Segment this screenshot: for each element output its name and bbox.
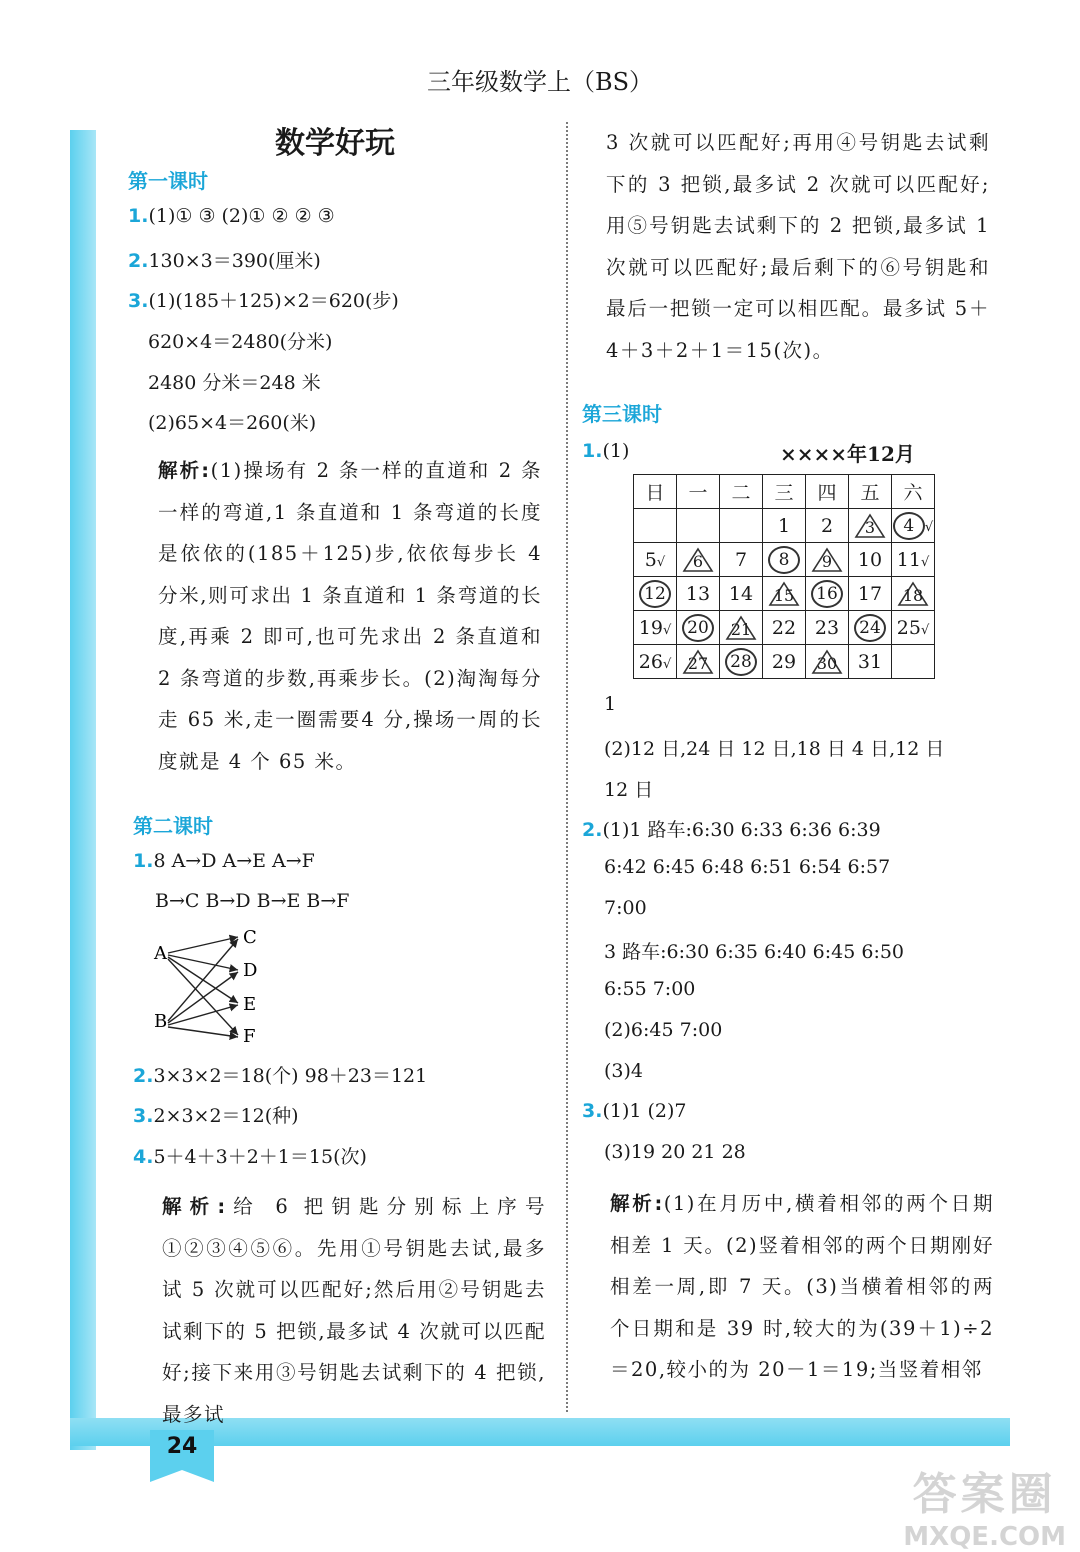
date-cell: 1 xyxy=(763,509,806,543)
date-cell xyxy=(677,611,720,645)
explanation-text: 给 6 把钥匙分别标上序号①②③④⑤⑥。先用①号钥匙去试,最多试 5 次就可以匹配好;然后用②号钥匙去试剩下的 5 把锁,最多试 4 次就可以匹配好;接下来用③号钥匙去试剩下的 4 把锁,最多试 xyxy=(162,1195,546,1426)
date-cell: 29 xyxy=(763,645,806,679)
weekday-cell: 日 xyxy=(634,475,677,509)
answer-text: 2×3×2＝12(种) xyxy=(153,1105,299,1127)
arrow-a-d xyxy=(168,955,238,970)
watermark-text: 答案圈 xyxy=(912,1469,1057,1520)
answer-text: 3×3×2＝18(个) 98＋23＝121 xyxy=(153,1065,428,1087)
circle-mark: 28 xyxy=(725,648,757,676)
answer-line xyxy=(128,205,335,227)
calendar-row xyxy=(634,543,935,577)
triangle-mark: 6 xyxy=(682,547,714,573)
answer-line: 12 日 xyxy=(604,779,654,801)
answer-line: 6:42 6:45 6:48 6:51 6:54 6:57 xyxy=(604,856,891,878)
weekday-cell: 五 xyxy=(849,475,892,509)
question-number: 3. xyxy=(133,1105,154,1127)
section-lesson-2: 第二课时 xyxy=(133,814,213,838)
section-lesson-3: 第三课时 xyxy=(582,402,662,426)
date-cell xyxy=(677,543,720,577)
question-number: 2. xyxy=(133,1065,154,1087)
answer-line: B→C B→D B→E B→F xyxy=(155,890,350,912)
explanation-1 xyxy=(158,450,542,782)
explanation-2 xyxy=(162,1186,546,1435)
date-cell: 25√ xyxy=(892,611,935,645)
answer-text: (1)1 (2)7 xyxy=(602,1100,687,1122)
circle-mark: 20 xyxy=(682,614,714,642)
date-cell: 26√ xyxy=(634,645,677,679)
date-cell: 14 xyxy=(720,577,763,611)
question-number: 1. xyxy=(582,440,603,462)
triangle-mark: 30 xyxy=(811,649,843,675)
triangle-mark: 9 xyxy=(811,547,843,573)
answer-line xyxy=(128,246,321,273)
node-b: B xyxy=(154,1011,168,1032)
triangle-mark: 3 xyxy=(854,513,886,539)
check-mark: √ xyxy=(656,554,666,570)
weekday-cell: 三 xyxy=(763,475,806,509)
date-cell xyxy=(634,577,677,611)
answer-line xyxy=(582,440,629,462)
weekday-cell: 二 xyxy=(720,475,763,509)
page-number: 24 xyxy=(166,1434,198,1459)
explanation-label: 解析: xyxy=(158,459,211,482)
calendar-row xyxy=(634,577,935,611)
page-header: 三年级数学上（BS） xyxy=(426,68,654,96)
calendar-table xyxy=(633,474,935,679)
column-divider xyxy=(566,122,568,1412)
answer-text: 5＋4＋3＋2＋1＝15(次) xyxy=(153,1146,367,1168)
explanation-3 xyxy=(610,1183,994,1391)
date-cell: 10 xyxy=(849,543,892,577)
triangle-mark: 27 xyxy=(682,649,714,675)
explanation-text: (1)操场有 2 条一样的直道和 2 条一样的弯道,1 条直道和 1 条弯道的长度是依依的(185＋125)步,依依每步长 4 分米,则可求出 1 条直道和 1 条弯道的长度,再乘 2 即可,也可先求出 2 条直道和 2 条弯道的步数,再乘步长。(2)淘淘每分走 65 米,走一圈需要4 分,操场一周的长度就是 4 个 65 米。 xyxy=(158,459,542,773)
date-cell: 17 xyxy=(849,577,892,611)
explanation-label: 解析: xyxy=(610,1192,664,1215)
calendar-row xyxy=(634,645,935,679)
weekday-cell: 一 xyxy=(677,475,720,509)
answer-line: (3)19 20 21 28 xyxy=(604,1141,746,1163)
answer-line xyxy=(128,286,399,313)
answer-text: (1)(185＋125)×2＝620(步) xyxy=(148,290,399,312)
triangle-mark: 21 xyxy=(725,615,757,641)
explanation-label: 解析: xyxy=(162,1195,227,1218)
date-cell: 31 xyxy=(849,645,892,679)
calendar-row xyxy=(634,509,935,543)
date-cell: 23 xyxy=(806,611,849,645)
date-cell xyxy=(849,509,892,543)
arrow-b-f xyxy=(168,1027,238,1037)
date-cell: 22 xyxy=(763,611,806,645)
node-e: E xyxy=(243,994,257,1015)
question-number: 3. xyxy=(582,1100,603,1122)
date-cell xyxy=(892,645,935,679)
calendar-row xyxy=(634,611,935,645)
check-mark: √ xyxy=(920,622,930,638)
check-mark: √ xyxy=(662,656,672,672)
date-cell: 7 xyxy=(720,543,763,577)
answer-line: (2)12 日,24 日 12 日,18 日 4 日,12 日 xyxy=(604,738,945,760)
explanation-2-continued: 3 次就可以匹配好;再用④号钥匙去试剩下的 3 把锁,最多试 2 次就可以匹配好;用⑤号钥匙去试剩下的 2 把锁,最多试 1 次就可以匹配好;最后剩下的⑥号钥匙和最后一把锁一定可以相匹配。最多试 5＋4＋3＋2＋1＝15(次)。 xyxy=(606,131,990,362)
circle-mark: 8 xyxy=(768,546,800,574)
check-mark: √ xyxy=(920,554,930,570)
answer-text: (1)1 路车:6:30 6:33 6:36 6:39 xyxy=(602,819,881,841)
watermark xyxy=(903,1458,1066,1552)
node-f: F xyxy=(243,1026,256,1047)
triangle-mark: 18 xyxy=(897,581,929,607)
answer-line xyxy=(133,850,315,872)
answer-line: 7:00 xyxy=(604,897,647,919)
answer-line xyxy=(582,1100,687,1122)
date-cell xyxy=(720,509,763,543)
date-cell: 19√ xyxy=(634,611,677,645)
answer-text: 130×3＝390(厘米) xyxy=(148,250,321,272)
date-cell xyxy=(806,543,849,577)
triangle-mark: 15 xyxy=(768,581,800,607)
answer-line: 3 路车:6:30 6:35 6:40 6:45 6:50 xyxy=(604,941,905,963)
answer-text: 8 A→D A→E A→F xyxy=(153,850,315,872)
check-mark: √ xyxy=(662,622,672,638)
node-c: C xyxy=(243,927,257,948)
date-cell xyxy=(892,509,935,543)
question-number: 1. xyxy=(133,850,154,872)
calendar-title: ××××年12月 xyxy=(780,442,915,466)
question-number: 1. xyxy=(128,205,149,227)
circle-mark: 24 xyxy=(854,614,886,642)
date-cell xyxy=(849,611,892,645)
answer-line: 1 xyxy=(604,693,617,715)
circle-mark: 16 xyxy=(811,580,843,608)
date-cell: 13 xyxy=(677,577,720,611)
calendar-header-row xyxy=(634,475,935,509)
weekday-cell: 六 xyxy=(892,475,935,509)
answer-line xyxy=(133,1061,427,1088)
answer-line: 6:55 7:00 xyxy=(604,978,696,1000)
answer-line xyxy=(133,1101,299,1128)
check-mark: √ xyxy=(924,519,934,535)
answer-line: (2)65×4＝260(米) xyxy=(148,412,317,434)
circle-mark: 12 xyxy=(639,580,671,608)
question-number: 3. xyxy=(128,290,149,312)
answer-line: (2)6:45 7:00 xyxy=(604,1019,723,1041)
date-cell: 2 xyxy=(806,509,849,543)
weekday-cell: 四 xyxy=(806,475,849,509)
circle-mark: 4 xyxy=(893,512,925,540)
watermark-url: MXQE.COM xyxy=(903,1522,1066,1552)
date-cell xyxy=(720,611,763,645)
page-title: 数学好玩 xyxy=(275,126,395,161)
date-cell: 11√ xyxy=(892,543,935,577)
answer-line xyxy=(582,815,881,842)
section-lesson-1: 第一课时 xyxy=(128,169,208,193)
page-number-badge xyxy=(150,1430,214,1482)
answer-line xyxy=(133,1142,367,1169)
date-cell xyxy=(763,543,806,577)
matching-diagram xyxy=(150,925,270,1050)
date-cell: 5√ xyxy=(634,543,677,577)
answer-text: (1) xyxy=(602,440,630,462)
answer-text: (1)① ③ (2)① ② ② ③ xyxy=(148,205,335,227)
answer-line: 620×4＝2480(分米) xyxy=(148,331,333,353)
node-d: D xyxy=(243,960,258,981)
question-number: 2. xyxy=(128,250,149,272)
node-a: A xyxy=(154,943,167,964)
answer-line: (3)4 xyxy=(604,1060,644,1082)
date-cell xyxy=(634,509,677,543)
date-cell xyxy=(677,645,720,679)
date-cell xyxy=(677,509,720,543)
date-cell xyxy=(806,645,849,679)
answer-line: 2480 分米＝248 米 xyxy=(148,372,321,394)
question-number: 2. xyxy=(582,819,603,841)
date-cell xyxy=(892,577,935,611)
date-cell xyxy=(806,577,849,611)
explanation-text: (1)在月历中,横着相邻的两个日期相差 1 天。(2)竖着相邻的两个日期刚好相差一周,即 7 天。(3)当横着相邻的两个日期和是 39 时,较大的为(39＋1)÷2＝20,较小的为 20－1＝19;当竖着相邻 xyxy=(610,1192,994,1381)
date-cell xyxy=(720,645,763,679)
left-decorative-bar xyxy=(70,130,96,1450)
date-cell xyxy=(763,577,806,611)
question-number: 4. xyxy=(133,1146,154,1168)
